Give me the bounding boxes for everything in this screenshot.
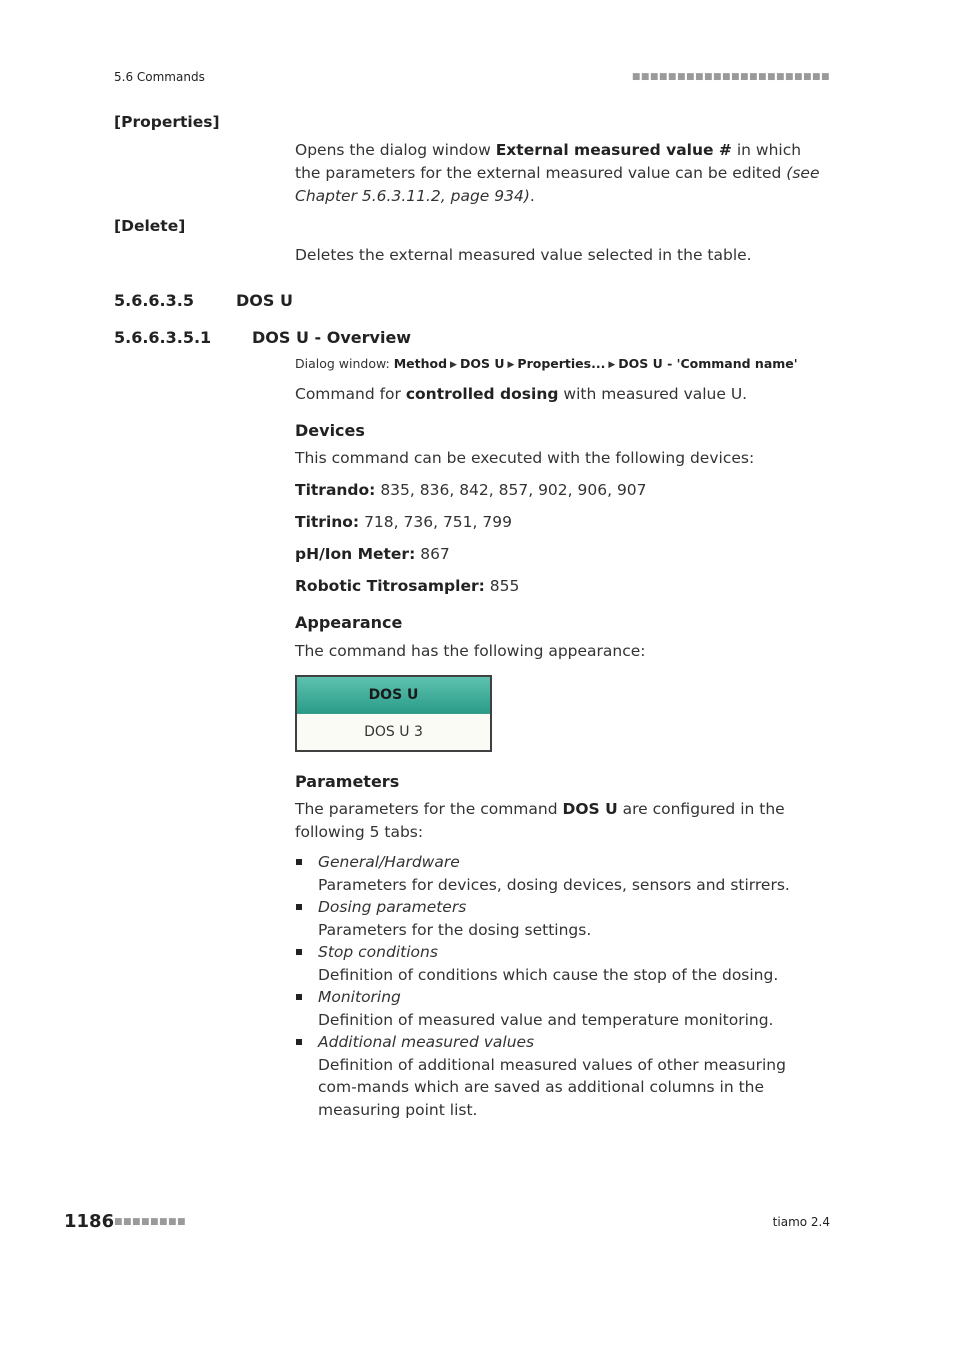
properties-text-after: in which the parameters for the external measured value can be edited — [295, 141, 802, 182]
device-values: 867 — [415, 545, 450, 563]
tab-description: Parameters for the dosing settings. — [318, 920, 592, 939]
parameters-command-name: DOS U — [562, 800, 618, 818]
tab-name: General/Hardware — [318, 853, 460, 871]
square-bullet-icon — [296, 1039, 302, 1045]
appearance-heading: Appearance — [295, 613, 403, 632]
square-bullet-icon — [296, 949, 302, 955]
properties-end: . — [529, 187, 535, 205]
list-item — [295, 1031, 825, 1121]
section-title: DOS U — [236, 291, 293, 310]
device-line-titrando — [295, 479, 830, 502]
page-number: 1186 — [64, 1211, 115, 1232]
list-item — [295, 896, 825, 941]
tab-name: Dosing parameters — [318, 898, 467, 916]
device-line-ph-ion-meter — [295, 543, 830, 566]
device-name: Robotic Titrosampler: — [295, 577, 485, 595]
square-bullet-icon — [296, 904, 302, 910]
devices-heading: Devices — [295, 421, 365, 440]
device-line-robotic-titrosampler — [295, 575, 830, 598]
delete-description: Deletes the external measured value selected in the table. — [295, 246, 752, 264]
tab-description: Definition of additional measured values of other measuring com-mands which are saved as additional columns in the measuring point list. — [318, 1055, 786, 1119]
appearance-text: The command has the following appearance: — [295, 642, 646, 660]
triangle-right-icon: ▶ — [450, 360, 457, 370]
properties-term: [Properties] — [114, 113, 220, 131]
dialog-path-item: Properties... — [517, 356, 606, 371]
parameters-text-before: The parameters for the command — [295, 800, 563, 818]
list-item — [295, 986, 825, 1031]
devices-text: This command can be executed with the following devices: — [295, 449, 755, 467]
square-bullet-icon — [296, 859, 302, 865]
dialog-path-item: DOS U - 'Command name' — [618, 356, 798, 371]
command-intro — [295, 383, 830, 406]
device-name: Titrino: — [295, 513, 360, 531]
list-item — [295, 851, 825, 896]
header-decoration: ■■■■■■■■■■■■■■■■■■■■■■ — [631, 72, 830, 82]
triangle-right-icon: ▶ — [507, 360, 515, 370]
tab-description: Definition of conditions which cause the stop of the dosing. — [318, 965, 779, 984]
properties-text-before: Opens the dialog window — [295, 141, 496, 159]
dialog-path-item: Method — [393, 356, 448, 371]
square-bullet-icon — [296, 994, 302, 1000]
footer-decoration: ■■■■■■■■ — [114, 1217, 187, 1227]
subsection-title: DOS U - Overview — [252, 328, 412, 347]
tab-name: Additional measured values — [318, 1033, 535, 1051]
device-values: 718, 736, 751, 799 — [359, 513, 512, 531]
subsection-number: 5.6.6.3.5.1 — [114, 328, 212, 347]
tab-name: Monitoring — [318, 988, 401, 1006]
device-line-titrino — [295, 511, 830, 534]
device-name: pH/Ion Meter: — [295, 545, 416, 563]
intro-bold: controlled dosing — [405, 385, 559, 403]
device-values: 855 — [484, 577, 520, 595]
delete-term: [Delete] — [114, 217, 186, 235]
product-name: tiamo 2.4 — [772, 1215, 830, 1229]
tab-description: Definition of measured value and temperature monitoring. — [318, 1010, 774, 1029]
command-name-label: DOS U 3 — [364, 724, 423, 740]
tab-description: Parameters for devices, dosing devices, sensors and stirrers. — [318, 875, 790, 894]
dialog-path-label: Dialog window: — [295, 356, 394, 371]
chapter-reference-link[interactable]: (see Chapter 5.6.3.11.2, page 934) — [295, 164, 820, 205]
device-values: 835, 836, 842, 857, 902, 906, 907 — [375, 481, 647, 499]
command-title-bar: DOS U — [297, 677, 490, 714]
dialog-path-item: DOS U — [459, 356, 505, 371]
list-item — [295, 941, 825, 986]
dialog-window-name: External measured value # — [495, 141, 732, 159]
tab-list — [295, 851, 825, 1121]
tab-name: Stop conditions — [318, 943, 438, 961]
dialog-path — [295, 356, 798, 371]
properties-description — [295, 139, 830, 208]
intro-text-after: with measured value U. — [558, 385, 748, 403]
device-name: Titrando: — [295, 481, 376, 499]
parameters-text — [295, 798, 825, 844]
intro-text-before: Command for — [295, 385, 406, 403]
triangle-right-icon: ▶ — [608, 360, 616, 370]
running-header-section: 5.6 Commands — [114, 70, 205, 84]
command-appearance-box — [295, 675, 492, 752]
parameters-heading: Parameters — [295, 772, 400, 791]
section-number: 5.6.6.3.5 — [114, 291, 194, 310]
parameters-text-after: are configured in the following 5 tabs: — [295, 800, 785, 841]
